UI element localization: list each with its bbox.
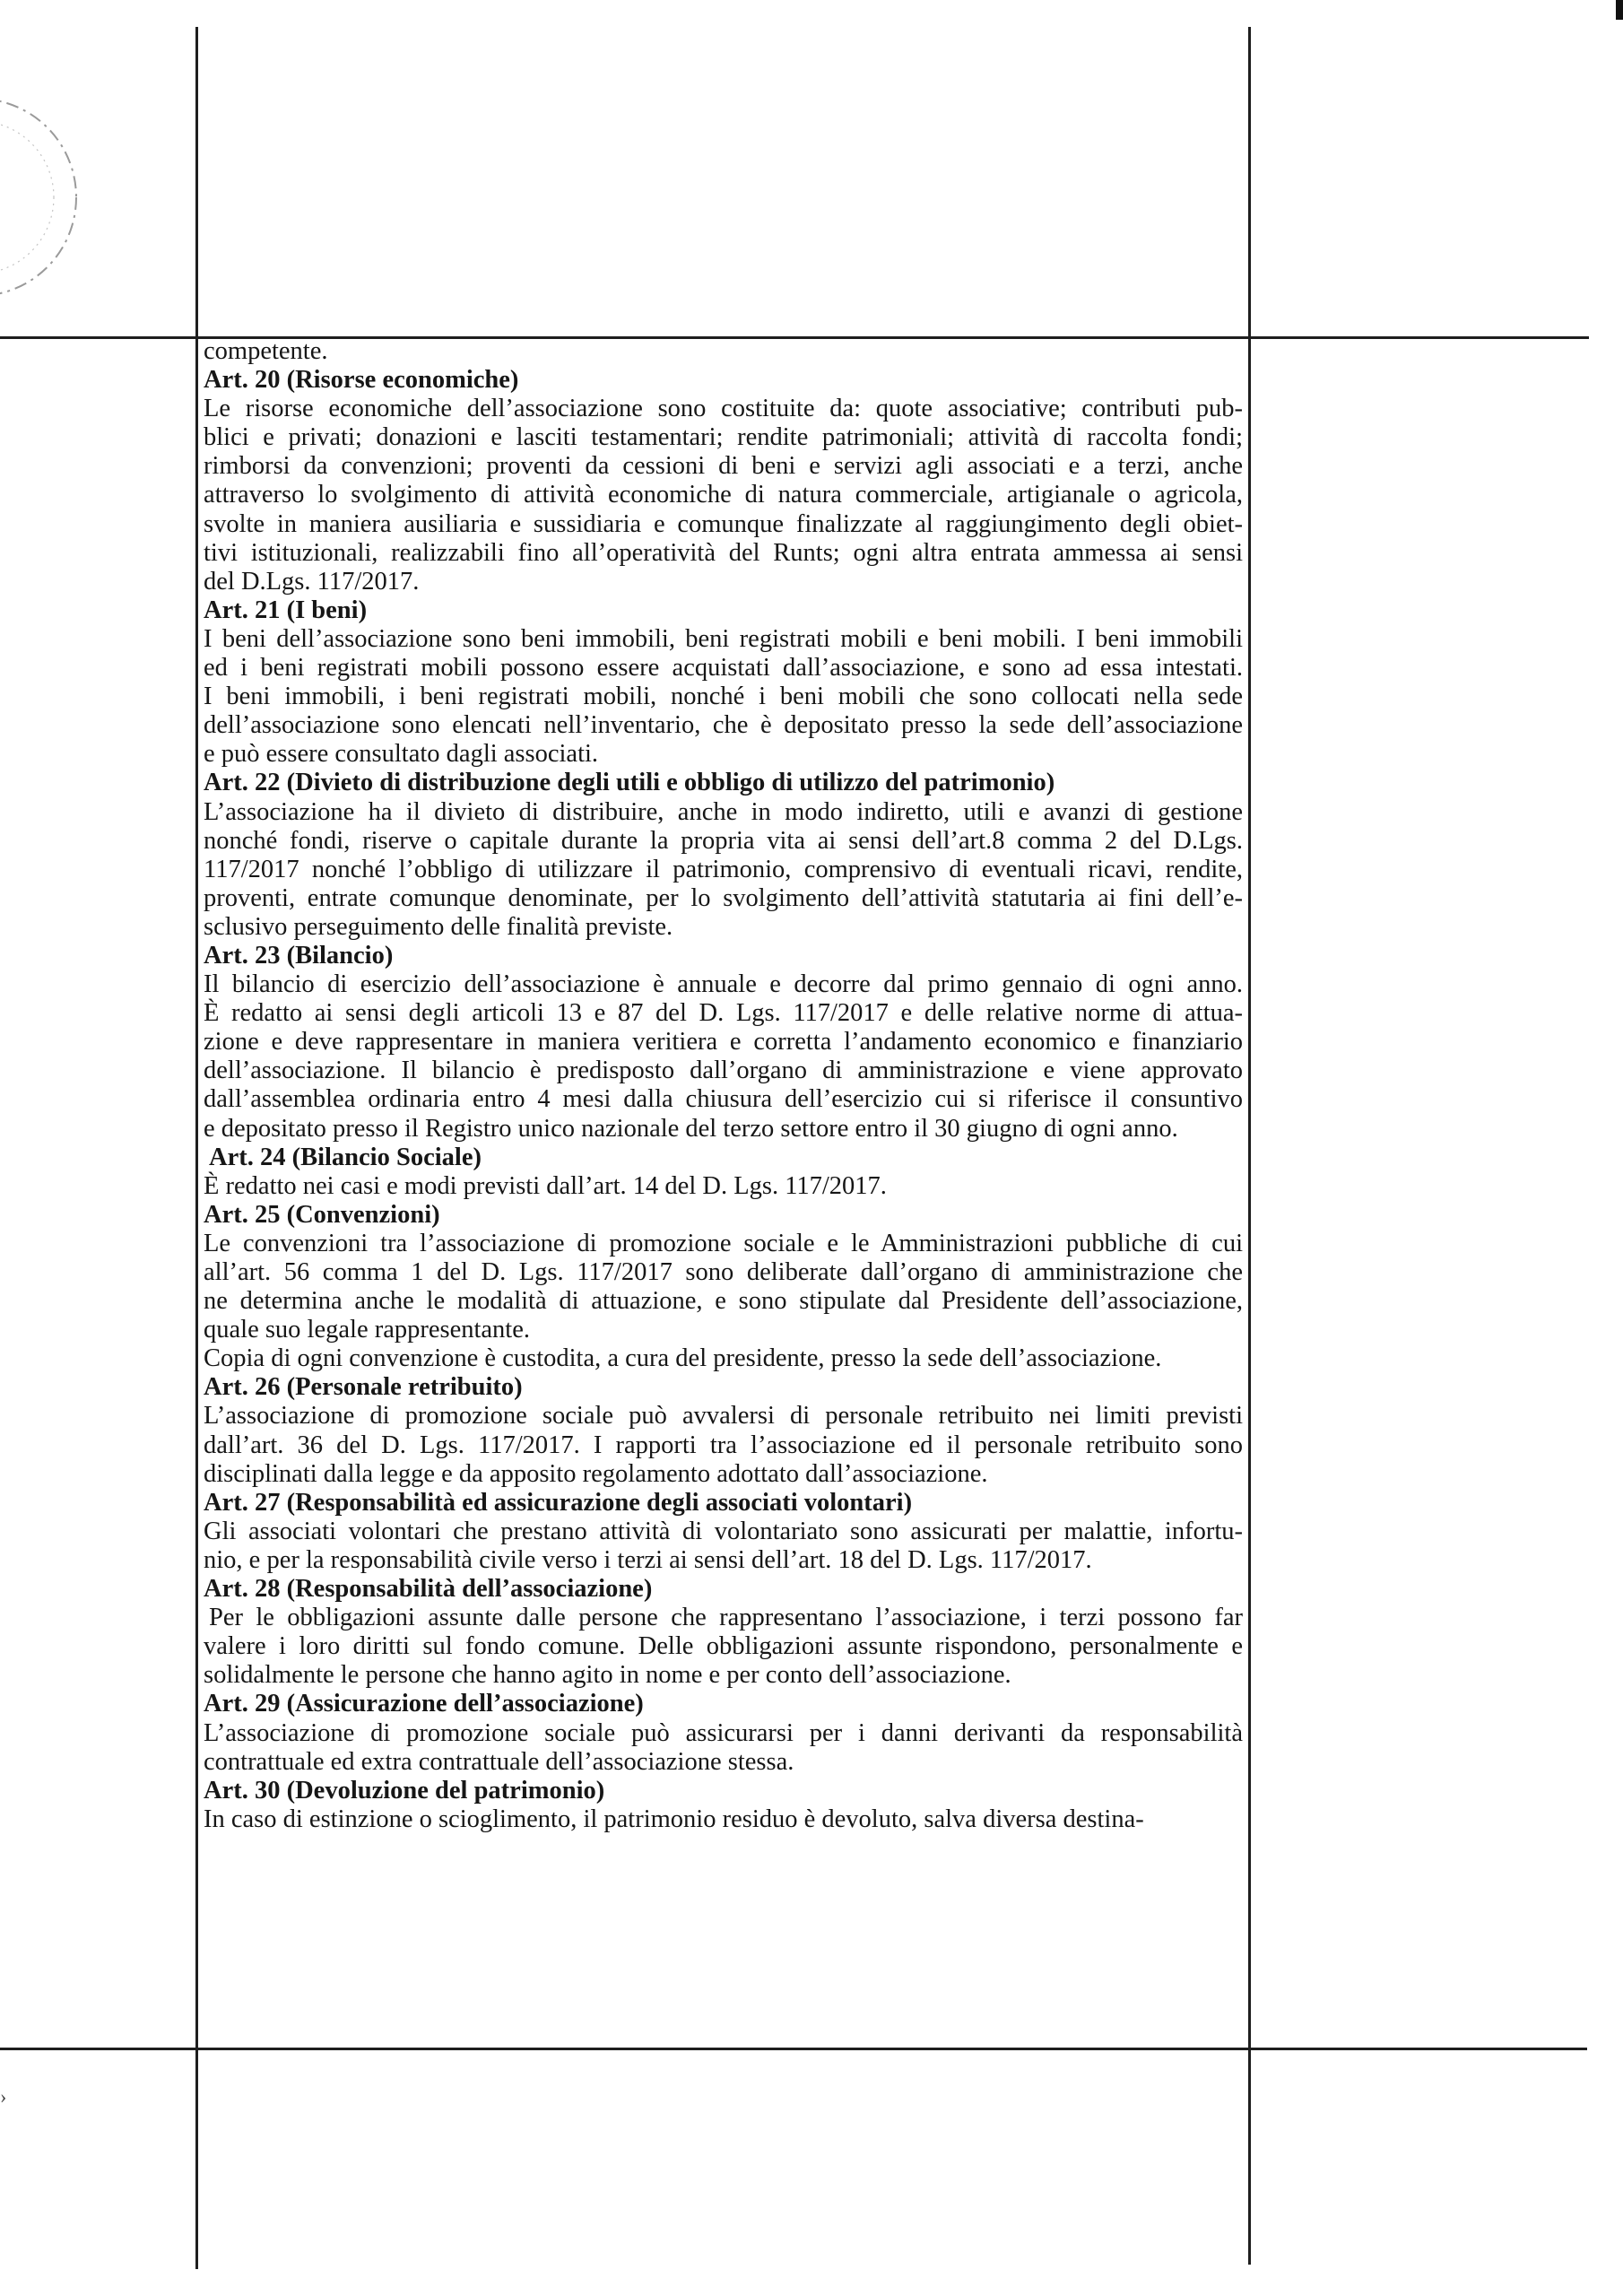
statute-body-text: [204, 337, 1243, 1834]
text-line: Copia di ogni convenzione è custodita, a cura del presidente, presso la sede dell’associazione.: [204, 1344, 1162, 1373]
article-heading: Art. 27 (Responsabilità ed assicurazione degli associati volontari): [204, 1488, 913, 1517]
bottom-margin-rule: [0, 2048, 1587, 2050]
text-line: dell’associazione sono elencati nell’inventario, che è depositato presso la sede dell’associazione: [204, 711, 1243, 740]
text-line: rimborsi da convenzioni; proventi da cessioni di beni e servizi agli associati e a terzi, anche: [204, 452, 1243, 481]
article-heading: Art. 28 (Responsabilità dell’associazione): [204, 1575, 653, 1604]
article-heading: Art. 20 (Risorse economiche): [204, 366, 519, 395]
text-line: dall’art. 36 del D. Lgs. 117/2017. I rapporti tra l’associazione ed il personale retribuito sono: [204, 1431, 1243, 1459]
text-line: In caso di estinzione o scioglimento, il patrimonio residuo è devoluto, salva diversa destina-: [204, 1805, 1144, 1833]
text-line: Per le obbligazioni assunte dalle persone che rappresentano l’associazione, i terzi possono far: [209, 1604, 1243, 1632]
text-line: nonché fondi, riserve o capitale durante la propria vita ai sensi dell’art.8 comma 2 del D.Lgs.: [204, 826, 1243, 855]
text-line: competente.: [204, 337, 328, 365]
article-heading: Art. 24 (Bilancio Sociale): [209, 1143, 482, 1171]
article-heading: Art. 25 (Convenzioni): [204, 1200, 440, 1229]
left-margin-rule: [195, 27, 198, 2269]
text-line: 117/2017 nonché l’obbligo di utilizzare il patrimonio, comprensivo di eventuali ricavi, rendite,: [204, 855, 1243, 883]
text-line: blici e privati; donazioni e lasciti testamentari; rendite patrimoniali; attività di raccolta fondi;: [204, 423, 1243, 452]
text-line: ne determina anche le modalità di attuazione, e sono stipulate dal Presidente dell’associazione,: [204, 1287, 1243, 1316]
text-line: contrattuale ed extra contrattuale dell’associazione stessa.: [204, 1747, 794, 1776]
text-line: svolte in maniera ausiliaria e sussidiaria e comunque finalizzate al raggiungimento degli obiet-: [204, 509, 1243, 538]
text-line: Le risorse economiche dell’associazione sono costituite da: quote associative; contributi pub-: [204, 395, 1243, 423]
text-line: disciplinati dalla legge e da apposito regolamento adottato dall’associazione.: [204, 1459, 988, 1488]
text-line: proventi, entrate comunque denominate, per lo svolgimento dell’attività statutaria ai fini dell’e-: [204, 883, 1243, 912]
right-margin-rule: [1248, 27, 1251, 2265]
text-line: L’associazione ha il divieto di distribuire, anche in modo indiretto, utili e avanzi di gestione: [204, 797, 1243, 826]
article-heading: Art. 26 (Personale retribuito): [204, 1373, 523, 1402]
text-line: dall’assemblea ordinaria entro 4 mesi dalla chiusura dell’esercizio cui si riferisce il consuntivo: [204, 1085, 1243, 1114]
text-line: ed i beni registrati mobili possono essere acquistati dall’associazione, e sono ad essa intestati.: [204, 654, 1243, 683]
text-line: sclusivo perseguimento delle finalità previste.: [204, 912, 673, 941]
text-line: attraverso lo svolgimento di attività economiche di natura commerciale, artigianale o agricola,: [204, 481, 1243, 509]
article-heading: Art. 22 (Divieto di distribuzione degli utili e obbligo di utilizzo del patrimonio): [204, 769, 1055, 797]
article-heading: Art. 23 (Bilancio): [204, 941, 394, 970]
text-line: Le convenzioni tra l’associazione di promozione sociale e le Amministrazioni pubbliche di cui: [204, 1229, 1243, 1257]
article-heading: Art. 30 (Devoluzione del patrimonio): [204, 1776, 605, 1805]
text-line: e può essere consultato dagli associati.: [204, 740, 599, 769]
text-line: Gli associati volontari che prestano attività di volontariato sono assicurati per malattie, infortu-: [204, 1517, 1243, 1545]
text-line: all’art. 56 comma 1 del D. Lgs. 117/2017 sono deliberate dall’organo di amministrazione che: [204, 1258, 1243, 1286]
text-line: I beni immobili, i beni registrati mobili, nonché i beni mobili che sono collocati nella sede: [204, 683, 1243, 711]
text-line: È redatto ai sensi degli articoli 13 e 87 del D. Lgs. 117/2017 e delle relative norme di attua-: [204, 999, 1243, 1028]
text-line: solidalmente le persone che hanno agito in nome e per conto dell’associazione.: [204, 1661, 1011, 1690]
article-heading: Art. 29 (Assicurazione dell’associazione): [204, 1690, 644, 1718]
text-line: Il bilancio di esercizio dell’associazione è annuale e decorre dal primo gennaio di ogni anno.: [204, 970, 1243, 999]
text-line: dell’associazione. Il bilancio è predisposto dall’organo di amministrazione e viene approvato: [204, 1057, 1243, 1085]
text-line: quale suo legale rappresentante.: [204, 1316, 531, 1344]
text-line: tivi istituzionali, realizzabili fino all’operatività del Runts; ogni altra entrata ammessa ai sensi: [204, 538, 1243, 567]
text-line: L’associazione di promozione sociale può avvalersi di personale retribuito nei limiti previsti: [204, 1402, 1243, 1431]
margin-scan-mark: ›: [0, 2085, 7, 2108]
text-line: L’associazione di promozione sociale può assicurarsi per i danni derivanti da responsabilità: [204, 1718, 1243, 1747]
text-line: È redatto nei casi e modi previsti dall’art. 14 del D. Lgs. 117/2017.: [204, 1171, 887, 1200]
text-line: valere i loro diritti sul fondo comune. Delle obbligazioni assunte rispondono, personalmente e: [204, 1632, 1243, 1661]
text-line: nio, e per la responsabilità civile verso i terzi ai sensi dell’art. 18 del D. Lgs. 117/2017.: [204, 1545, 1092, 1574]
text-line: I beni dell’associazione sono beni immobili, beni registrati mobili e beni mobili. I beni immobili: [204, 624, 1243, 653]
text-line: del D.Lgs. 117/2017.: [204, 567, 420, 596]
scan-edge-mark: [1616, 0, 1623, 20]
article-heading: Art. 21 (I beni): [204, 596, 368, 624]
text-line: zione e deve rappresentare in maniera veritiera e corretta l’andamento economico e finanziario: [204, 1028, 1243, 1057]
official-stamp-seal: [0, 85, 90, 309]
text-line: e depositato presso il Registro unico nazionale del terzo settore entro il 30 giugno di ogni anno.: [204, 1114, 1178, 1143]
